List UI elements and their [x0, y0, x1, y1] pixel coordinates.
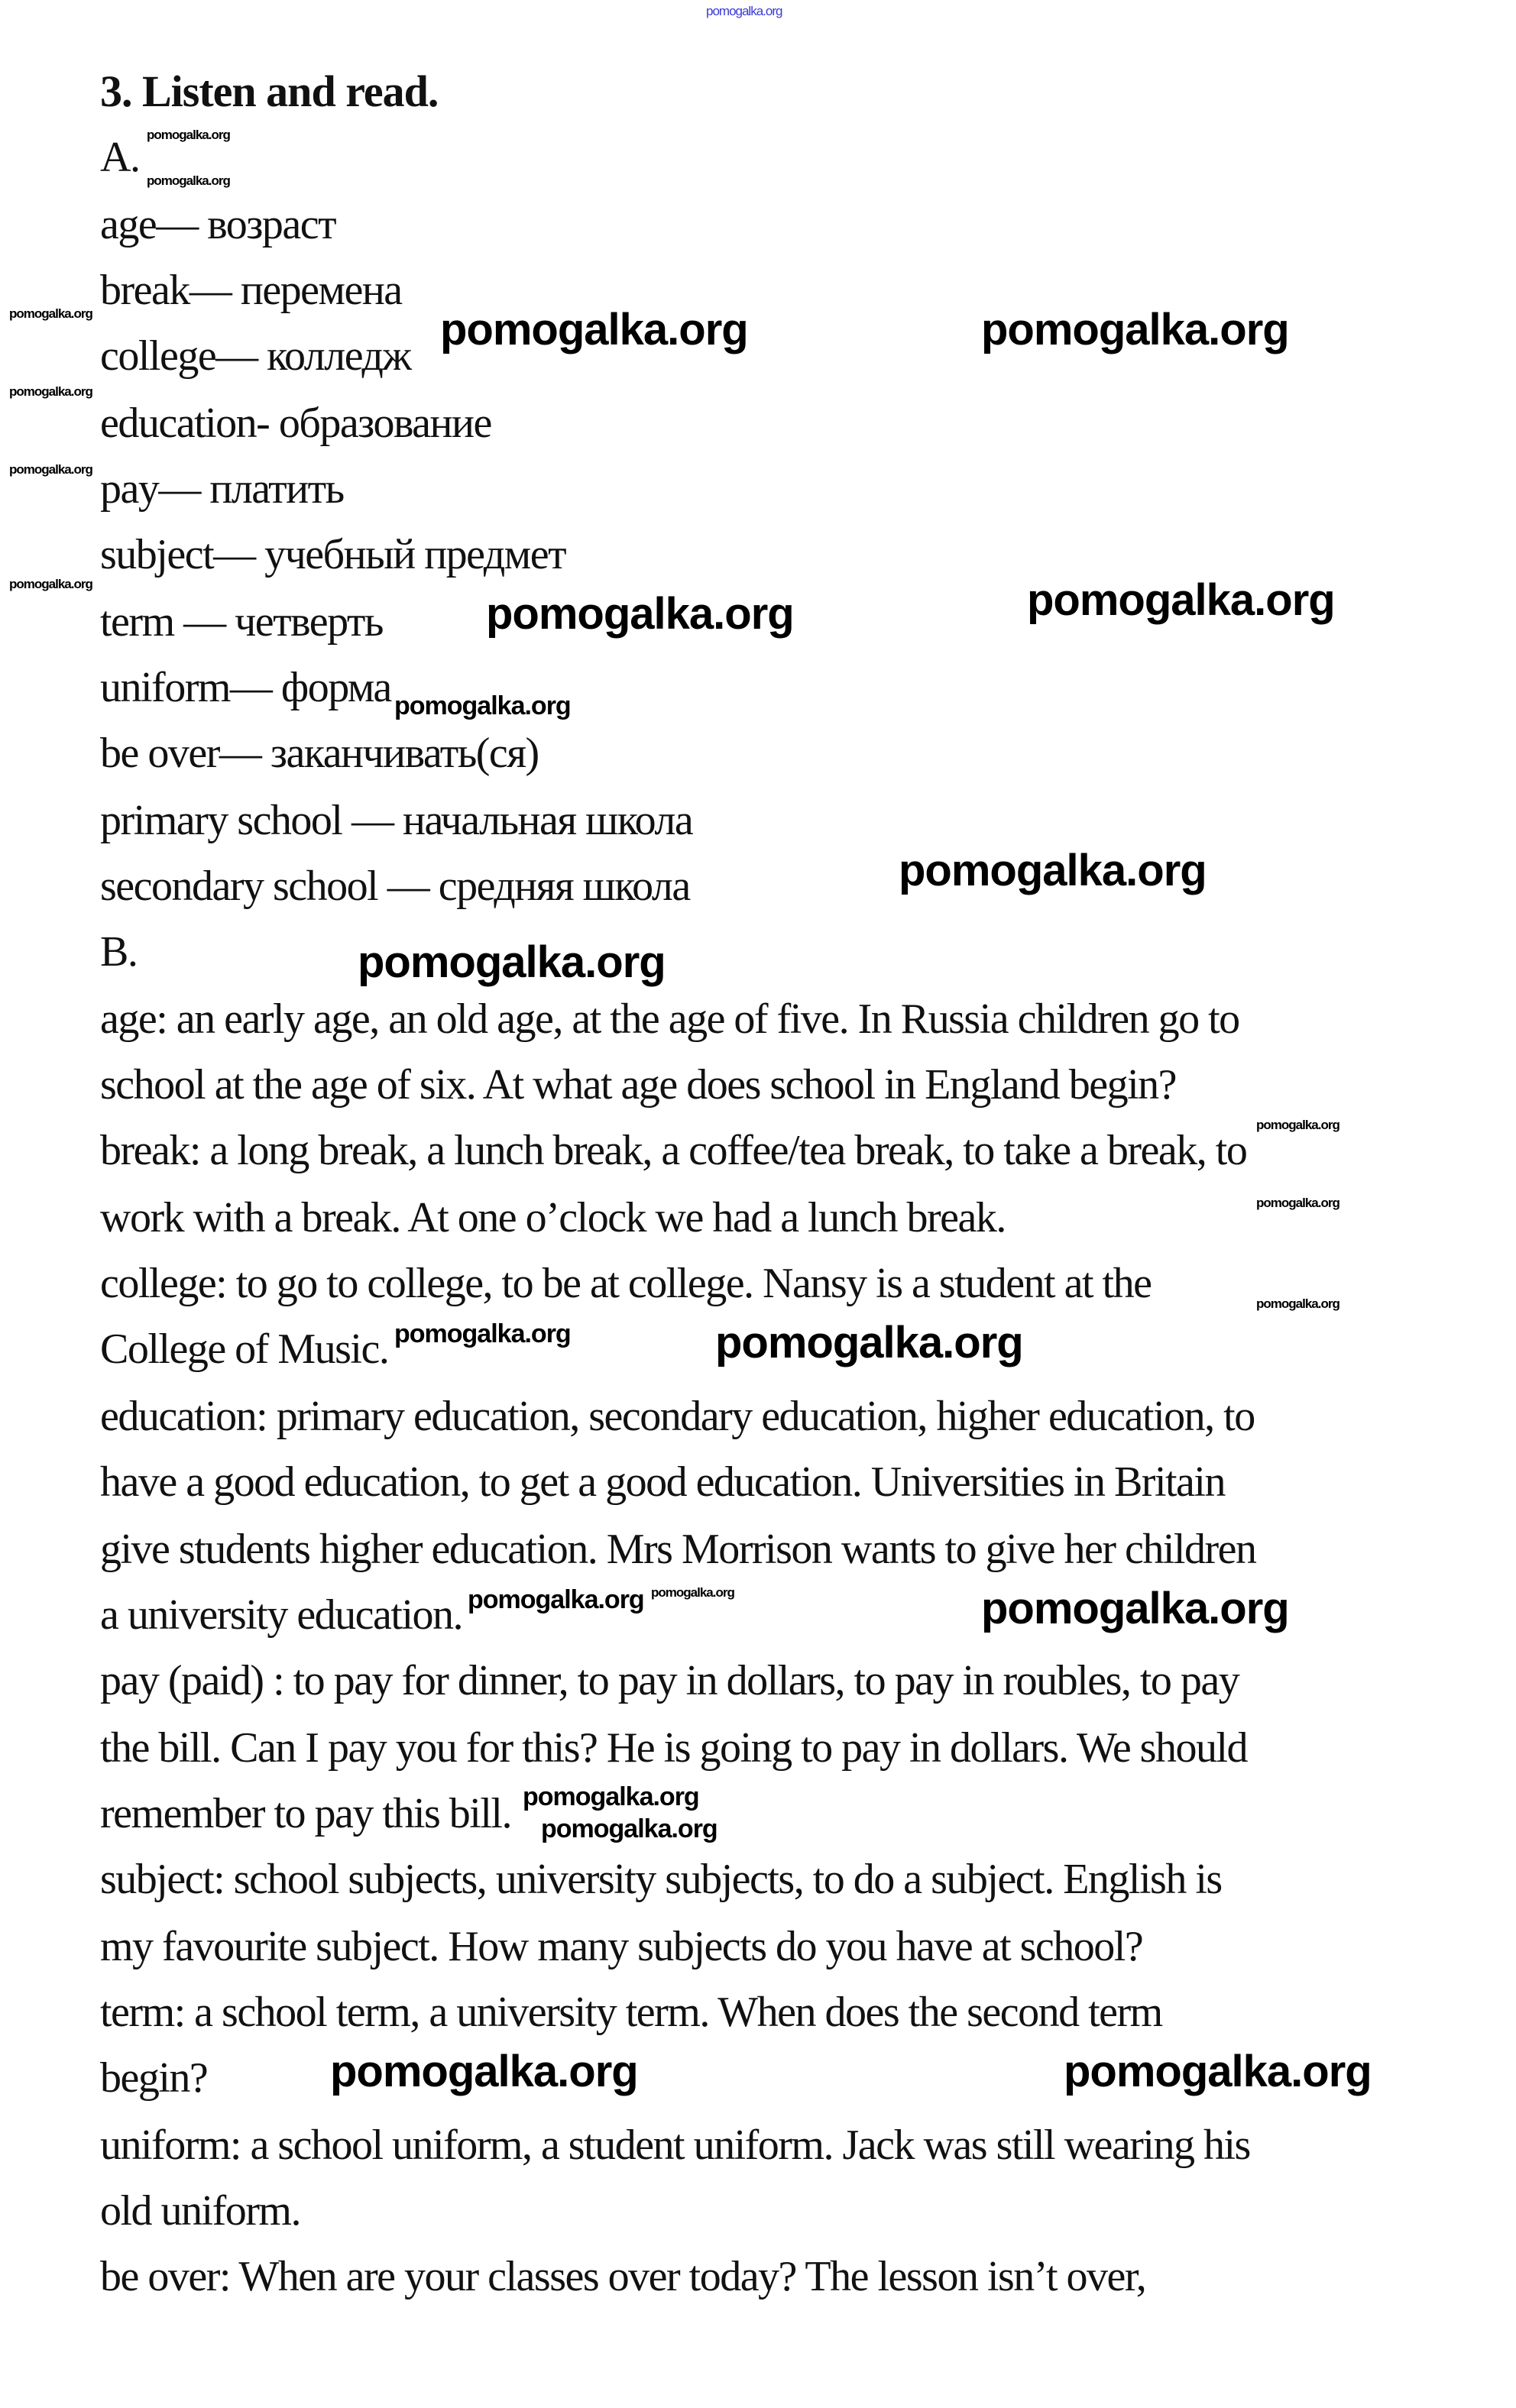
- section-a-heading: A.: [100, 134, 140, 181]
- vocab-item: college— колледж: [100, 332, 411, 380]
- watermark-text: pomogalka.org: [541, 1814, 718, 1843]
- text-line: age: an early age, an old age, at the age of five. In Russia children go to: [100, 995, 1239, 1043]
- watermark-text: pomogalka.org: [358, 937, 666, 987]
- watermark-text: pomogalka.org: [330, 2047, 638, 2096]
- text-line: College of Music.: [100, 1325, 389, 1373]
- text-line: begin?: [100, 2054, 208, 2102]
- watermark-text: pomogalka.org: [147, 173, 230, 188]
- watermark-text: pomogalka.org: [981, 1584, 1289, 1633]
- watermark-text: pomogalka.org: [147, 128, 230, 142]
- vocab-item: education- образование: [100, 400, 491, 447]
- watermark-text: pomogalka.org: [9, 384, 92, 399]
- watermark-text: pomogalka.org: [1064, 2047, 1372, 2096]
- watermark-text: pomogalka.org: [1027, 575, 1335, 625]
- watermark-text: pomogalka.org: [9, 462, 92, 477]
- text-line: break: a long break, a lunch break, a coffee/tea break, to take a break, to: [100, 1127, 1247, 1174]
- text-line: uniform: a school uniform, a student uniform. Jack was still wearing his: [100, 2122, 1250, 2169]
- text-line: remember to pay this bill.: [100, 1790, 511, 1837]
- watermark-text: pomogalka.org: [1256, 1196, 1339, 1210]
- vocab-item: age— возраст: [100, 201, 336, 248]
- text-line: be over: When are your classes over today? The lesson isn’t over,: [100, 2253, 1146, 2300]
- watermark-text: pomogalka.org: [706, 4, 782, 18]
- vocab-item: primary school — начальная школа: [100, 797, 693, 844]
- watermark-text: pomogalka.org: [394, 691, 571, 720]
- text-line: have a good education, to get a good education. Universities in Britain: [100, 1458, 1225, 1506]
- text-line: college: to go to college, to be at college. Nansy is a student at the: [100, 1260, 1152, 1307]
- watermark-text: pomogalka.org: [394, 1319, 571, 1348]
- watermark-text: pomogalka.org: [981, 305, 1289, 354]
- vocab-item: secondary school — средняя школа: [100, 863, 690, 910]
- text-line: the bill. Can I pay you for this? He is going to pay in dollars. We should: [100, 1724, 1248, 1772]
- section-b-heading: B.: [100, 928, 138, 976]
- text-line: give students higher education. Mrs Morrison wants to give her children: [100, 1526, 1256, 1573]
- watermark-text: pomogalka.org: [523, 1782, 699, 1811]
- text-line: education: primary education, secondary education, higher education, to: [100, 1393, 1255, 1440]
- text-line: pay (paid) : to pay for dinner, to pay in dollars, to pay in roubles, to pay: [100, 1657, 1239, 1704]
- text-line: term: a school term, a university term. When does the second term: [100, 1989, 1162, 2036]
- watermark-text: pomogalka.org: [1256, 1118, 1339, 1132]
- text-line: subject: school subjects, university subjects, to do a subject. English is: [100, 1856, 1222, 1903]
- exercise-title: 3. Listen and read.: [100, 66, 439, 116]
- text-line: work with a break. At one o’clock we had a lunch break.: [100, 1194, 1006, 1241]
- watermark-text: pomogalka.org: [486, 589, 794, 639]
- vocab-item: pay— платить: [100, 465, 344, 513]
- text-line: my favourite subject. How many subjects do you have at school?: [100, 1923, 1143, 1970]
- text-line: a university education.: [100, 1591, 463, 1639]
- watermark-text: pomogalka.org: [1256, 1296, 1339, 1311]
- vocab-item: be over— заканчивать(ся): [100, 730, 539, 777]
- vocab-item: uniform— форма: [100, 664, 391, 711]
- vocab-item: term — четверть: [100, 598, 383, 646]
- watermark-text: pomogalka.org: [440, 305, 748, 354]
- watermark-text: pomogalka.org: [899, 846, 1207, 895]
- watermark-text: pomogalka.org: [9, 577, 92, 591]
- watermark-text: pomogalka.org: [651, 1585, 734, 1600]
- vocab-item: subject— учебный предмет: [100, 531, 566, 578]
- text-line: old uniform.: [100, 2187, 300, 2235]
- text-line: school at the age of six. At what age does school in England begin?: [100, 1061, 1177, 1109]
- watermark-text: pomogalka.org: [468, 1585, 644, 1614]
- watermark-text: pomogalka.org: [9, 306, 92, 321]
- watermark-text: pomogalka.org: [715, 1318, 1023, 1367]
- vocab-item: break— перемена: [100, 267, 402, 314]
